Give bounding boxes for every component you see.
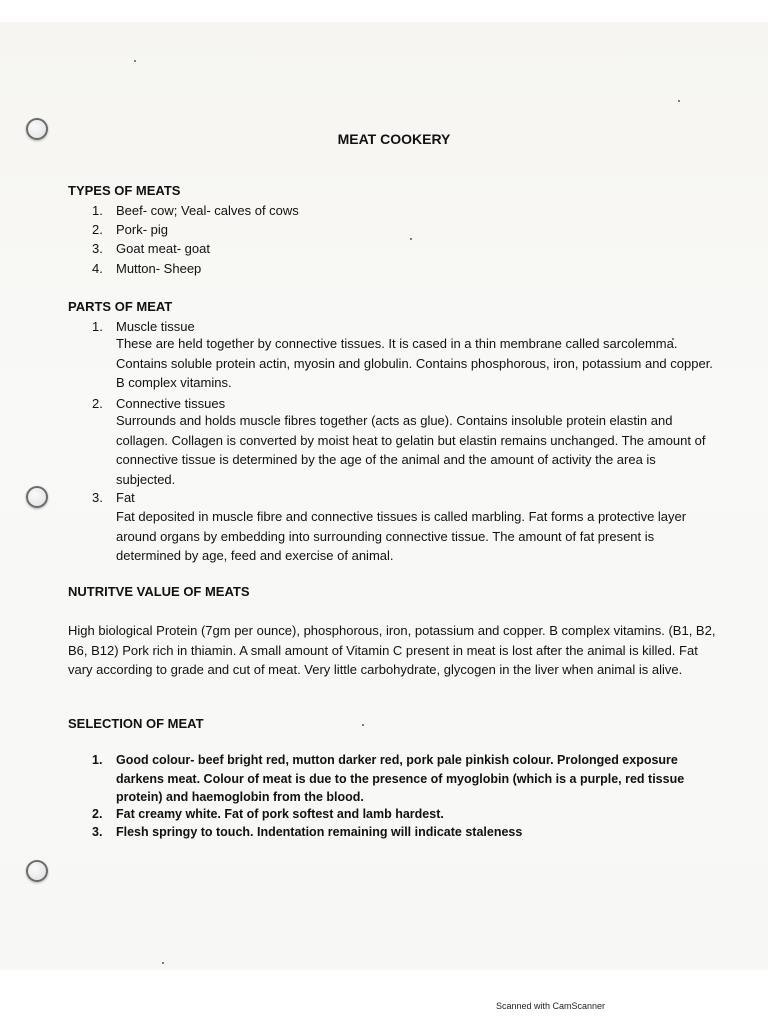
part-desc-connective: Surrounds and holds muscle fibres together (acts as glue). Contains insoluble protein elastin and collagen. Collagen is converted by moist heat to gelatin but elastin remains unchanged. The amount of connective tissue is determined by the age of the animal and the amount of activity the area is subjected.	[116, 413, 706, 487]
list-item-number: 2.	[92, 222, 103, 237]
punch-hole-middle	[26, 486, 48, 508]
list-item: Mutton- Sheep	[116, 261, 202, 276]
part-name-connective: Connective tissues	[116, 396, 226, 411]
scan-speck	[410, 238, 412, 240]
nutritive-heading: NUTRITVE VALUE OF MEATS	[68, 584, 250, 599]
list-item: Beef- cow; Veal- calves of cows	[116, 203, 299, 218]
scan-speck	[678, 100, 680, 102]
part-name-fat: Fat	[116, 490, 135, 505]
list-item: Fat creamy white. Fat of pork softest and lamb hardest.	[116, 807, 444, 821]
part-name-muscle: Muscle tissue	[116, 319, 195, 334]
selection-heading: SELECTION OF MEAT	[68, 716, 204, 731]
part-desc-fat: Fat deposited in muscle fibre and connective tissues is called marbling. Fat forms a protective layer around organs by embedding into surrounding connective tissue. The amount of fat present is determined by age, feed and exercise of animal.	[116, 509, 687, 563]
scan-speck	[362, 724, 364, 726]
list-item: Flesh springy to touch. Indentation remaining will indicate staleness	[116, 825, 523, 839]
punch-hole-bottom	[26, 860, 48, 882]
list-item-number: 2.	[92, 807, 103, 821]
list-item-number: 1.	[92, 753, 103, 767]
list-item: Good colour- beef bright red, mutton darker red, pork pale pinkish colour. Prolonged exposure darkens meat. Colour of meat is due to the presence of myoglobin (which is a purple, red tissue protein) and haemoglobin from the blood.	[116, 753, 685, 804]
list-item-number: 3.	[92, 490, 103, 505]
scan-speck	[134, 60, 136, 62]
types-heading: TYPES OF MEATS	[68, 183, 181, 198]
list-item: Goat meat- goat	[116, 241, 210, 256]
nutritive-paragraph: High biological Protein (7gm per ounce), phosphorous, iron, potassium and copper. B complex vitamins. (B1, B2, B6, B12) Pork rich in thiamin. A small amount of Vitamin C present in meat is lost after the animal is killed. Fat vary according to grade and cut of meat. Very little carbohydrate, glycogen in the liver when animal is alive.	[68, 623, 716, 677]
list-item-number: 2.	[92, 396, 103, 411]
list-item-number: 3.	[92, 241, 103, 256]
list-item-number: 3.	[92, 825, 103, 839]
part-desc-muscle: These are held together by connective tissues. It is cased in a thin membrane called sarcolemma. Contains soluble protein actin, myosin and globulin. Contains phosphorous, iron, potassium and copper. B complex vitamins.	[116, 336, 713, 390]
list-item-number: 4.	[92, 261, 103, 276]
list-item-number: 1.	[92, 203, 103, 218]
list-item-number: 1.	[92, 319, 103, 334]
list-item: Pork- pig	[116, 222, 169, 237]
scanner-watermark: Scanned with CamScanner	[496, 1001, 606, 1011]
parts-heading: PARTS OF MEAT	[68, 299, 173, 314]
page-title: MEAT COOKERY	[337, 131, 451, 147]
scan-speck	[162, 962, 164, 964]
